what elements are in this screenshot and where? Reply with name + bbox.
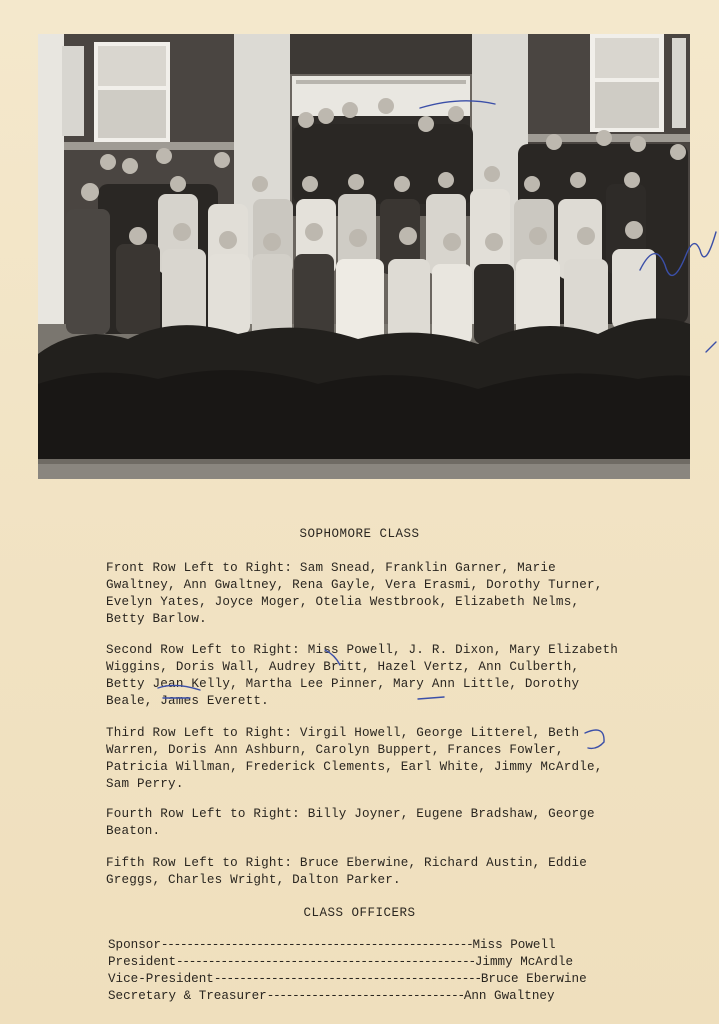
pen-stroke [706,342,716,352]
officer-vice-president [108,971,668,988]
officer-secretary-treasurer [108,988,668,1005]
second-row-caption: Second Row Left to Right: Miss Powell, J. R. Dixon, Mary Elizabeth Wiggins, Doris Wall, Audrey Britt, Hazel Vertz, Ann Culberth, Betty Jean Kelly, Martha Lee Pinner, Mary Ann Little, Dorothy Beale, James Everett. [106,643,618,708]
officer-sponsor [108,937,668,954]
officers-list [108,937,668,1005]
officer-name: Jimmy McArdle [474,955,574,969]
page-title: SOPHOMORE CLASS [299,527,420,541]
fifth-row-caption: Fifth Row Left to Right: Bruce Eberwine, Richard Austin, Eddie Greggs, Charles Wright, Dalton Parker. [106,856,587,887]
leader-dots: ------------------------------------------------- [160,938,473,952]
officer-role: Vice-President [108,972,214,986]
officer-president [108,954,668,971]
fourth-row-caption: Fourth Row Left to Right: Billy Joyner, Eugene Bradshaw, George Beaton. [106,807,595,838]
officer-name: Bruce Eberwine [480,972,587,986]
leader-dots: ----------------------------------------------- [176,955,475,969]
front-row-caption: Front Row Left to Right: Sam Snead, Franklin Garner, Marie Gwaltney, Ann Gwaltney, Rena Gayle, Vera Erasmi, Dorothy Turner, Evelyn Yates, Joyce Moger, Otelia Westbrook, Elizabeth Nelms, Betty Barlow. [106,561,603,626]
leader-dots: ------------------------------------------ [213,972,481,986]
leader-dots: ------------------------------- [266,989,464,1003]
third-row-caption: Third Row Left to Right: Virgil Howell, George Litterel, Beth Warren, Doris Ann Ashburn, Carolyn Buppert, Frances Fowler, Patricia Willman, Frederick Clements, Earl White, Jimmy McArdle, Sam Perry. [106,726,603,791]
photo-illustration [38,34,690,479]
officer-role: Sponsor [108,938,161,952]
class-photograph [38,34,690,479]
officer-name: Ann Gwaltney [463,989,555,1003]
officer-role: President [108,955,177,969]
officer-role: Secretary & Treasurer [108,989,267,1003]
officer-name: Miss Powell [472,938,556,952]
officers-heading: CLASS OFFICERS [303,906,416,920]
